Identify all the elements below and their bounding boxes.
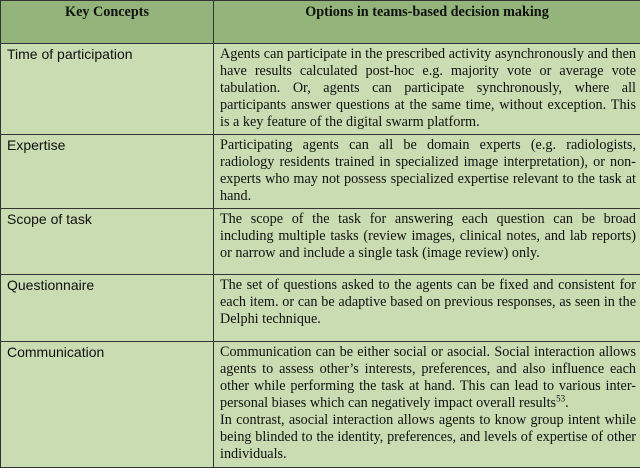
header-key-concepts: Key Concepts — [1, 1, 214, 44]
table-row — [1, 275, 640, 342]
table-row — [1, 209, 640, 275]
table-row — [1, 135, 640, 209]
table-row — [1, 342, 640, 468]
header-row — [1, 1, 640, 44]
description-cell — [214, 342, 640, 468]
concept-cell: Questionnaire — [1, 275, 214, 342]
description-cell: The scope of the task for answering each question can be broad including multiple tasks (review images, clinical notes, and lab reports) or narrow and include a single task (image review) only. — [214, 209, 640, 275]
header-options: Options in teams-based decision making — [214, 1, 640, 44]
concept-cell: Expertise — [1, 135, 214, 209]
description-cell: Agents can participate in the prescribed activity asynchronously and then have results calculated post-hoc e.g. majority vote or average vote tabulation. Or, agents can participate synchronously, where all participants answer questions at the same time, without exception. This is a key feature of the digital swarm platform. — [214, 44, 640, 135]
description-cell: Participating agents can all be domain experts (e.g. radiologists, radiology residents trained in specialized image interpretation), or non-experts who may not possess specialized expertise relevant to the task at hand. — [214, 135, 640, 209]
communication-paragraph-1 — [220, 344, 636, 412]
concept-cell: Scope of task — [1, 209, 214, 275]
concept-cell: Time of participation — [1, 44, 214, 135]
sentence-period: . — [565, 395, 569, 411]
communication-paragraph-2: In contrast, asocial interaction allows agents to know group intent while being blinded to the identity, preferences, and levels of expertise of other individuals. — [220, 412, 636, 463]
table-row — [1, 44, 640, 135]
concept-cell: Communication — [1, 342, 214, 468]
communication-text-1: Communication can be either social or asocial. Social interaction allows agents to assess other’s interests, preferences, and also influence each other while performing the task at hand. This can lead to various inter-personal biases which can negatively impact overall results — [220, 344, 636, 411]
citation-superscript: 53 — [556, 393, 565, 403]
description-cell: The set of questions asked to the agents can be fixed and consistent for each item. or can be adaptive based on previous responses, as seen in the Delphi technique. — [214, 275, 640, 342]
